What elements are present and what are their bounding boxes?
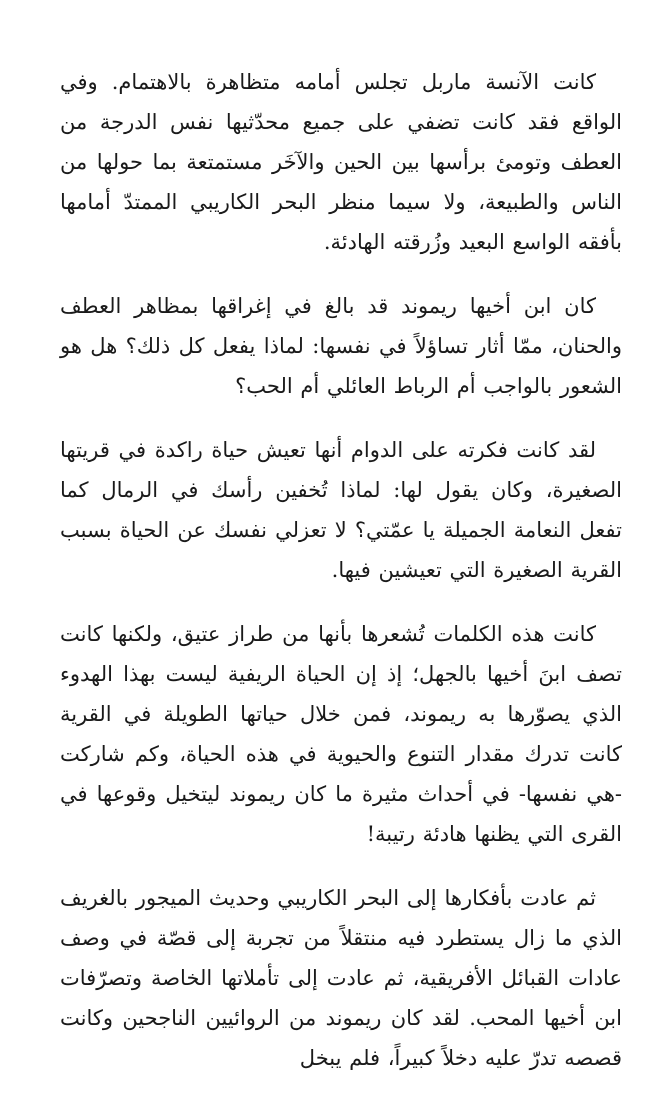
paragraph-1: كانت الآنسة ماربل تجلس أمامه متظاهرة بالاهتمام. وفي الواقع فقد كانت تضفي على جميع محدّثيها نفس الدرجة من العطف وتومئ برأسها بين الحين والآخَر مستمتعة بما حولها من الناس والطبيعة، ولا سيما منظر البحر الكاريبي الممتدّ أمامها بأفقه الواسع البعيد وزُرقته الهادئة. xyxy=(60,70,622,254)
paragraph-4: كانت هذه الكلمات تُشعرها بأنها من طراز عتيق، ولكنها كانت تصف ابنَ أخيها بالجهل؛ إذ إن الحياة الريفية ليست بهذا الهدوء الذي يصوّرها به ريموند، فمن خلال حياتها الطويلة في القرية كانت تدرك مقدار التنوع والحيوية في هذه الحياة، وكم شاركت -هي نفسها- في أحداث مثيرة ما كان ريموند ليتخيل وقوعها في القرى التي يظنها هادئة رتيبة! xyxy=(60,622,622,846)
paragraph-3: لقد كانت فكرته على الدوام أنها تعيش حياة راكدة في قريتها الصغيرة، وكان يقول لها: لماذا تُخفين رأسك في الرمال كما تفعل النعامة الجميلة يا عمّتي؟ لا تعزلي نفسك عن الحياة بسبب القرية الصغيرة التي تعيشين فيها. xyxy=(60,438,622,582)
paragraph-5: ثم عادت بأفكارها إلى البحر الكاريبي وحديث الميجور بالغريف الذي ما زال يستطرد فيه منتقلاً من تجربة إلى قصّة في وصف عادات القبائل الأفريقية، ثم عادت إلى تأملاتها الخاصة وتصرّفات ابن أخيها المحب. لقد كان ريموند من الروائيين الناجحين وكانت قصصه تدرّ عليه دخلاً كبيراً، فلم يبخل xyxy=(60,886,622,1070)
page-text xyxy=(60,62,622,1102)
paragraph-2: كان ابن أخيها ريموند قد بالغ في إغراقها بمظاهر العطف والحنان، ممّا أثار تساؤلاً في نفسها: لماذا يفعل كل ذلك؟ هل هو الشعور بالواجب أم الرباط العائلي أم الحب؟ xyxy=(60,294,622,398)
